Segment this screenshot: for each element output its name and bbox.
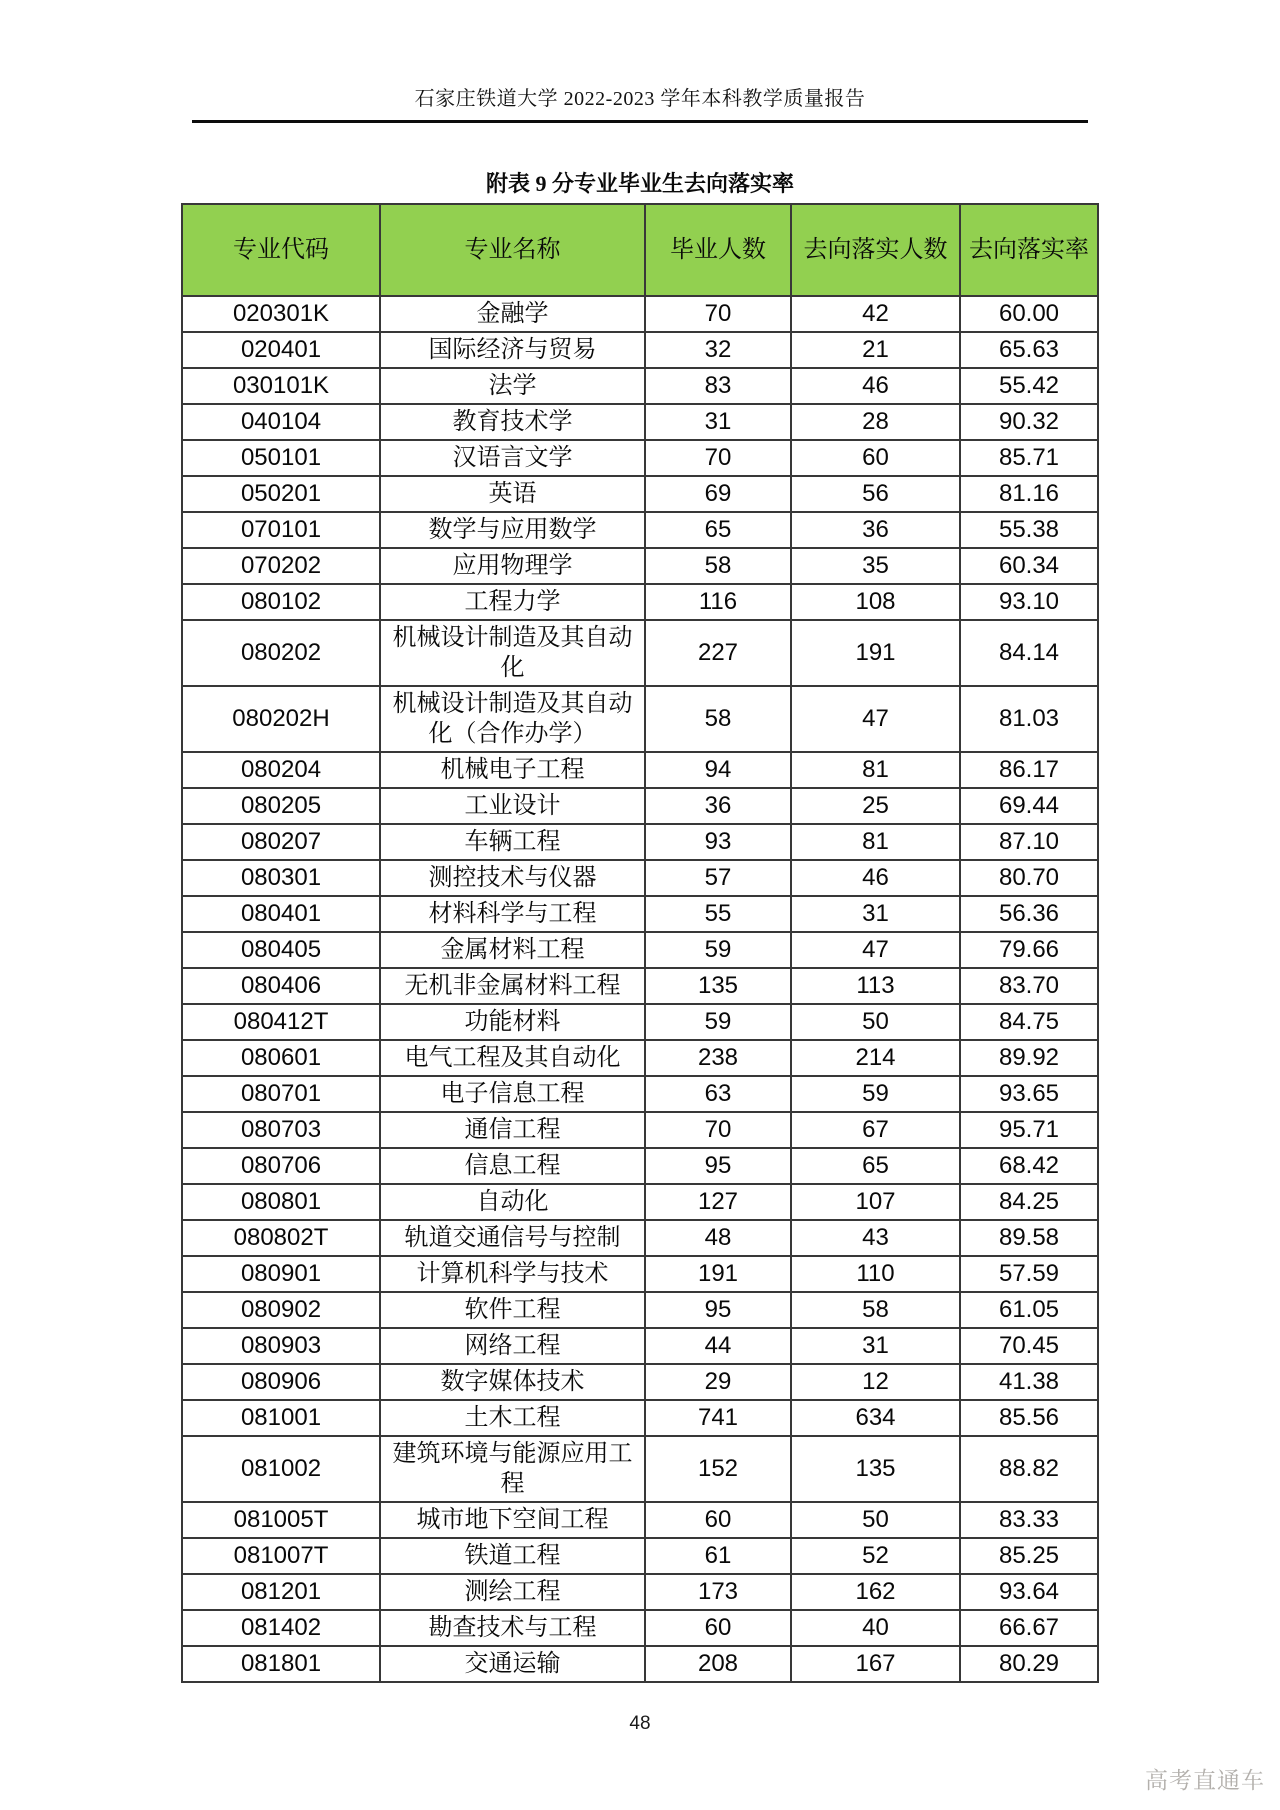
cell-major-name: 信息工程: [380, 1148, 645, 1184]
cell-placed: 50: [791, 1502, 960, 1538]
cell-major-code: 020401: [182, 332, 380, 368]
cell-major-code: 020301K: [182, 296, 380, 332]
cell-placed: 40: [791, 1610, 960, 1646]
cell-graduates: 31: [645, 404, 791, 440]
cell-graduates: 152: [645, 1436, 791, 1502]
cell-rate: 69.44: [960, 788, 1098, 824]
table-header-row: [182, 204, 1098, 296]
cell-major-name: 法学: [380, 368, 645, 404]
cell-placed: 58: [791, 1292, 960, 1328]
cell-graduates: 191: [645, 1256, 791, 1292]
cell-rate: 93.64: [960, 1574, 1098, 1610]
cell-major-code: 080903: [182, 1328, 380, 1364]
column-header-placed: 去向落实人数: [791, 204, 960, 296]
table-row: [182, 1292, 1098, 1328]
cell-major-name: 交通运输: [380, 1646, 645, 1682]
cell-major-code: 081005T: [182, 1502, 380, 1538]
table-row: [182, 968, 1098, 1004]
cell-rate: 89.58: [960, 1220, 1098, 1256]
column-header-graduates: 毕业人数: [645, 204, 791, 296]
cell-placed: 47: [791, 686, 960, 752]
cell-placed: 46: [791, 860, 960, 896]
cell-rate: 86.17: [960, 752, 1098, 788]
cell-graduates: 70: [645, 296, 791, 332]
cell-rate: 87.10: [960, 824, 1098, 860]
cell-major-code: 030101K: [182, 368, 380, 404]
cell-rate: 90.32: [960, 404, 1098, 440]
table-row: [182, 368, 1098, 404]
cell-graduates: 208: [645, 1646, 791, 1682]
cell-major-name: 计算机科学与技术: [380, 1256, 645, 1292]
cell-major-name: 金融学: [380, 296, 645, 332]
cell-rate: 57.59: [960, 1256, 1098, 1292]
page-header-title: 石家庄铁道大学 2022-2023 学年本科教学质量报告: [414, 88, 866, 110]
cell-major-name: 汉语言文学: [380, 440, 645, 476]
cell-placed: 110: [791, 1256, 960, 1292]
table-row: [182, 1646, 1098, 1682]
cell-major-code: 080901: [182, 1256, 380, 1292]
table-row: [182, 1538, 1098, 1574]
cell-rate: 84.75: [960, 1004, 1098, 1040]
cell-rate: 83.33: [960, 1502, 1098, 1538]
cell-placed: 135: [791, 1436, 960, 1502]
cell-major-name: 铁道工程: [380, 1538, 645, 1574]
table-row: [182, 824, 1098, 860]
cell-graduates: 57: [645, 860, 791, 896]
cell-major-name: 电气工程及其自动化: [380, 1040, 645, 1076]
cell-major-code: 080202H: [182, 686, 380, 752]
cell-graduates: 95: [645, 1292, 791, 1328]
cell-major-code: 080601: [182, 1040, 380, 1076]
cell-placed: 634: [791, 1400, 960, 1436]
cell-major-name: 自动化: [380, 1184, 645, 1220]
cell-major-code: 080701: [182, 1076, 380, 1112]
cell-major-code: 080207: [182, 824, 380, 860]
cell-placed: 65: [791, 1148, 960, 1184]
cell-major-name: 测绘工程: [380, 1574, 645, 1610]
cell-major-code: 080405: [182, 932, 380, 968]
cell-major-name: 勘查技术与工程: [380, 1610, 645, 1646]
cell-graduates: 55: [645, 896, 791, 932]
cell-major-code: 080406: [182, 968, 380, 1004]
cell-major-code: 081007T: [182, 1538, 380, 1574]
cell-major-name: 机械设计制造及其自动化（合作办学）: [380, 686, 645, 752]
table-row: [182, 1040, 1098, 1076]
cell-placed: 46: [791, 368, 960, 404]
table-row: [182, 1148, 1098, 1184]
table-body: [182, 296, 1098, 1682]
cell-placed: 56: [791, 476, 960, 512]
cell-major-name: 材料科学与工程: [380, 896, 645, 932]
watermark: 高考直通车: [1145, 1768, 1265, 1793]
cell-rate: 60.34: [960, 548, 1098, 584]
cell-major-code: 081002: [182, 1436, 380, 1502]
cell-graduates: 741: [645, 1400, 791, 1436]
table-row: [182, 1076, 1098, 1112]
cell-placed: 36: [791, 512, 960, 548]
table-row: [182, 548, 1098, 584]
table-row: [182, 788, 1098, 824]
cell-major-name: 车辆工程: [380, 824, 645, 860]
cell-graduates: 94: [645, 752, 791, 788]
cell-graduates: 48: [645, 1220, 791, 1256]
cell-placed: 21: [791, 332, 960, 368]
cell-rate: 66.67: [960, 1610, 1098, 1646]
cell-major-name: 数学与应用数学: [380, 512, 645, 548]
cell-major-code: 080301: [182, 860, 380, 896]
cell-rate: 41.38: [960, 1364, 1098, 1400]
cell-placed: 113: [791, 968, 960, 1004]
cell-placed: 81: [791, 824, 960, 860]
cell-major-code: 080801: [182, 1184, 380, 1220]
table-row: [182, 932, 1098, 968]
cell-graduates: 83: [645, 368, 791, 404]
cell-rate: 93.65: [960, 1076, 1098, 1112]
table-row: [182, 860, 1098, 896]
cell-placed: 60: [791, 440, 960, 476]
cell-graduates: 93: [645, 824, 791, 860]
cell-major-code: 080902: [182, 1292, 380, 1328]
cell-major-code: 081402: [182, 1610, 380, 1646]
cell-graduates: 32: [645, 332, 791, 368]
cell-graduates: 61: [645, 1538, 791, 1574]
cell-major-name: 机械设计制造及其自动化: [380, 620, 645, 686]
cell-rate: 68.42: [960, 1148, 1098, 1184]
header-rule: [192, 120, 1088, 123]
table-row: [182, 1220, 1098, 1256]
cell-rate: 80.29: [960, 1646, 1098, 1682]
table-row: [182, 1112, 1098, 1148]
cell-placed: 43: [791, 1220, 960, 1256]
cell-major-name: 功能材料: [380, 1004, 645, 1040]
table-row: [182, 296, 1098, 332]
table-row: [182, 1184, 1098, 1220]
cell-rate: 61.05: [960, 1292, 1098, 1328]
cell-major-name: 建筑环境与能源应用工程: [380, 1436, 645, 1502]
table-row: [182, 1610, 1098, 1646]
cell-major-code: 080706: [182, 1148, 380, 1184]
cell-graduates: 69: [645, 476, 791, 512]
table-row: [182, 1004, 1098, 1040]
table-row: [182, 1328, 1098, 1364]
cell-placed: 35: [791, 548, 960, 584]
cell-major-code: 080202: [182, 620, 380, 686]
cell-rate: 85.71: [960, 440, 1098, 476]
cell-placed: 31: [791, 896, 960, 932]
cell-rate: 85.25: [960, 1538, 1098, 1574]
cell-major-code: 081001: [182, 1400, 380, 1436]
table-row: [182, 584, 1098, 620]
cell-rate: 80.70: [960, 860, 1098, 896]
cell-major-name: 数字媒体技术: [380, 1364, 645, 1400]
cell-major-name: 教育技术学: [380, 404, 645, 440]
cell-rate: 84.14: [960, 620, 1098, 686]
table-row: [182, 620, 1098, 686]
cell-placed: 167: [791, 1646, 960, 1682]
table-row: [182, 752, 1098, 788]
cell-major-code: 080401: [182, 896, 380, 932]
cell-major-name: 轨道交通信号与控制: [380, 1220, 645, 1256]
cell-major-name: 工程力学: [380, 584, 645, 620]
cell-major-code: 080204: [182, 752, 380, 788]
cell-placed: 28: [791, 404, 960, 440]
cell-graduates: 227: [645, 620, 791, 686]
cell-major-code: 081201: [182, 1574, 380, 1610]
cell-major-name: 国际经济与贸易: [380, 332, 645, 368]
cell-rate: 93.10: [960, 584, 1098, 620]
cell-major-name: 机械电子工程: [380, 752, 645, 788]
cell-placed: 47: [791, 932, 960, 968]
cell-graduates: 60: [645, 1610, 791, 1646]
cell-graduates: 127: [645, 1184, 791, 1220]
table-row: [182, 1364, 1098, 1400]
cell-major-code: 080102: [182, 584, 380, 620]
cell-major-name: 网络工程: [380, 1328, 645, 1364]
cell-graduates: 95: [645, 1148, 791, 1184]
table-row: [182, 896, 1098, 932]
cell-rate: 89.92: [960, 1040, 1098, 1076]
cell-major-name: 应用物理学: [380, 548, 645, 584]
cell-graduates: 36: [645, 788, 791, 824]
cell-graduates: 135: [645, 968, 791, 1004]
cell-rate: 79.66: [960, 932, 1098, 968]
table-row: [182, 1502, 1098, 1538]
table-row: [182, 404, 1098, 440]
cell-placed: 31: [791, 1328, 960, 1364]
cell-rate: 84.25: [960, 1184, 1098, 1220]
table-row: [182, 686, 1098, 752]
table-title: 附表 9 分专业毕业生去向落实率: [485, 171, 794, 196]
table-row: [182, 1436, 1098, 1502]
table-row: [182, 440, 1098, 476]
cell-rate: 81.03: [960, 686, 1098, 752]
cell-rate: 70.45: [960, 1328, 1098, 1364]
cell-major-name: 通信工程: [380, 1112, 645, 1148]
cell-graduates: 44: [645, 1328, 791, 1364]
cell-major-code: 050201: [182, 476, 380, 512]
page-number: 48: [629, 1713, 651, 1734]
table-row: [182, 1400, 1098, 1436]
cell-rate: 55.38: [960, 512, 1098, 548]
cell-graduates: 59: [645, 1004, 791, 1040]
cell-graduates: 116: [645, 584, 791, 620]
cell-placed: 214: [791, 1040, 960, 1076]
cell-major-name: 土木工程: [380, 1400, 645, 1436]
cell-graduates: 238: [645, 1040, 791, 1076]
cell-major-name: 金属材料工程: [380, 932, 645, 968]
cell-placed: 108: [791, 584, 960, 620]
table-row: [182, 332, 1098, 368]
table-row: [182, 1256, 1098, 1292]
cell-rate: 95.71: [960, 1112, 1098, 1148]
cell-rate: 88.82: [960, 1436, 1098, 1502]
cell-major-code: 080703: [182, 1112, 380, 1148]
table-row: [182, 1574, 1098, 1610]
cell-placed: 52: [791, 1538, 960, 1574]
cell-major-name: 电子信息工程: [380, 1076, 645, 1112]
cell-major-name: 无机非金属材料工程: [380, 968, 645, 1004]
cell-placed: 42: [791, 296, 960, 332]
cell-graduates: 58: [645, 548, 791, 584]
cell-graduates: 70: [645, 1112, 791, 1148]
cell-rate: 83.70: [960, 968, 1098, 1004]
cell-major-code: 050101: [182, 440, 380, 476]
cell-major-code: 080205: [182, 788, 380, 824]
cell-graduates: 58: [645, 686, 791, 752]
cell-placed: 12: [791, 1364, 960, 1400]
cell-major-name: 测控技术与仪器: [380, 860, 645, 896]
cell-rate: 56.36: [960, 896, 1098, 932]
cell-major-code: 081801: [182, 1646, 380, 1682]
cell-placed: 50: [791, 1004, 960, 1040]
cell-rate: 65.63: [960, 332, 1098, 368]
column-header-major-code: 专业代码: [182, 204, 380, 296]
cell-graduates: 59: [645, 932, 791, 968]
table-row: [182, 476, 1098, 512]
cell-rate: 60.00: [960, 296, 1098, 332]
cell-rate: 85.56: [960, 1400, 1098, 1436]
cell-major-name: 英语: [380, 476, 645, 512]
cell-major-name: 工业设计: [380, 788, 645, 824]
cell-graduates: 63: [645, 1076, 791, 1112]
table-row: [182, 512, 1098, 548]
cell-graduates: 173: [645, 1574, 791, 1610]
cell-placed: 191: [791, 620, 960, 686]
cell-placed: 81: [791, 752, 960, 788]
cell-placed: 59: [791, 1076, 960, 1112]
cell-major-code: 070202: [182, 548, 380, 584]
cell-major-code: 070101: [182, 512, 380, 548]
cell-placed: 67: [791, 1112, 960, 1148]
column-header-rate: 去向落实率: [960, 204, 1098, 296]
cell-major-code: 080412T: [182, 1004, 380, 1040]
cell-graduates: 29: [645, 1364, 791, 1400]
cell-graduates: 65: [645, 512, 791, 548]
cell-placed: 25: [791, 788, 960, 824]
cell-major-code: 040104: [182, 404, 380, 440]
cell-placed: 107: [791, 1184, 960, 1220]
cell-graduates: 60: [645, 1502, 791, 1538]
cell-major-code: 080906: [182, 1364, 380, 1400]
cell-placed: 162: [791, 1574, 960, 1610]
cell-rate: 81.16: [960, 476, 1098, 512]
cell-rate: 55.42: [960, 368, 1098, 404]
column-header-major-name: 专业名称: [380, 204, 645, 296]
cell-major-name: 城市地下空间工程: [380, 1502, 645, 1538]
cell-graduates: 70: [645, 440, 791, 476]
cell-major-code: 080802T: [182, 1220, 380, 1256]
cell-major-name: 软件工程: [380, 1292, 645, 1328]
employment-rate-table: [181, 203, 1099, 1683]
